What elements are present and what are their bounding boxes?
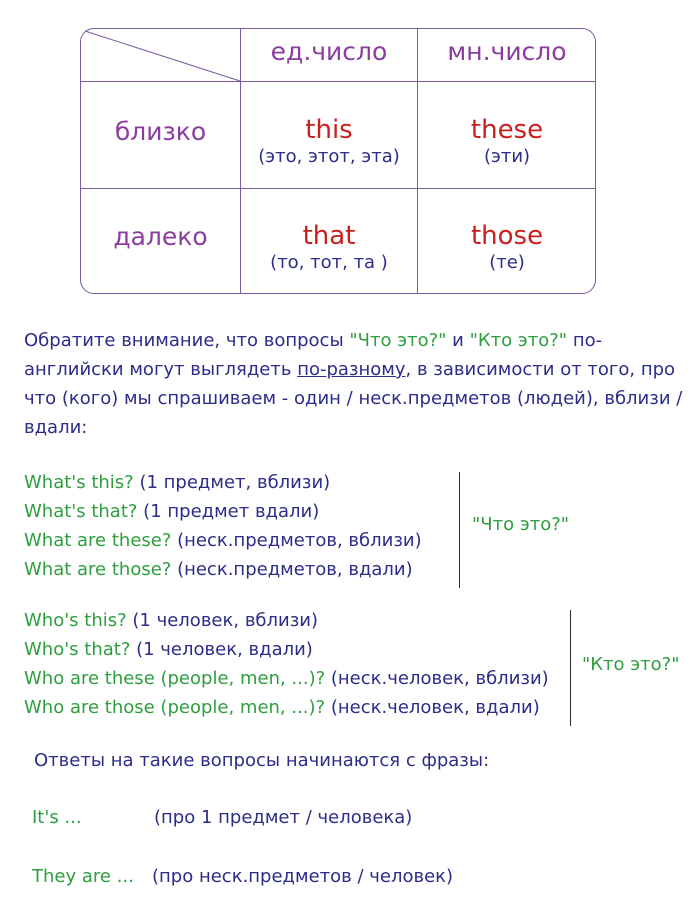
row-divider: [81, 188, 595, 189]
header-singular: ед.число: [270, 37, 388, 66]
what-questions: [24, 468, 422, 584]
question-en: What are these?: [24, 530, 172, 551]
question-comment: (1 человек, вблизи): [126, 610, 319, 631]
translation-these: (эти): [483, 146, 531, 167]
question-en: Who's that?: [24, 639, 131, 660]
note-text: и: [446, 330, 470, 351]
who-group-label: "Кто это?": [582, 654, 680, 675]
row-divider: [81, 81, 595, 82]
cell-this: [241, 115, 417, 169]
question-row: [24, 664, 549, 693]
note-underlined: по-разному: [297, 359, 406, 380]
question-row: [24, 468, 422, 497]
word-that: that: [302, 221, 356, 251]
word-these: these: [470, 115, 544, 145]
note-quote-who: "Кто это?": [469, 330, 568, 351]
cell-those: [418, 221, 596, 275]
question-row: [24, 555, 422, 584]
header-plural: мн.число: [447, 37, 567, 66]
question-row: [24, 526, 422, 555]
answer-its-note: (про 1 предмет / человека): [154, 807, 413, 828]
who-questions: [24, 606, 549, 722]
word-this: this: [305, 115, 353, 145]
question-row: [24, 606, 549, 635]
demonstratives-table: [80, 28, 596, 294]
question-en: What's this?: [24, 472, 134, 493]
group-bracket: [570, 610, 571, 726]
question-row: [24, 693, 549, 722]
translation-this: (это, этот, эта): [258, 146, 400, 167]
note-text: по-английски могут выглядеть: [24, 330, 603, 380]
question-en: What's that?: [24, 501, 138, 522]
question-row: [24, 635, 549, 664]
question-comment: (неск.предметов, вдали): [171, 559, 413, 580]
row-label-near: близко: [114, 117, 207, 146]
cell-these: [418, 115, 596, 169]
question-comment: (неск.человек, вдали): [325, 697, 540, 718]
note-paragraph: [24, 326, 684, 442]
note-text: , в зависимости от того, про что (кого) мы спрашиваем - один / неск.предметов (людей), вблизи / вдали:: [24, 359, 683, 438]
diagonal-line: [81, 29, 241, 82]
translation-that: (то, тот, та ): [270, 252, 388, 273]
question-en: Who's this?: [24, 610, 127, 631]
question-comment: (неск.предметов, вблизи): [171, 530, 422, 551]
cell-that: [241, 221, 417, 275]
row-label-far: далеко: [113, 222, 208, 251]
answers-intro: Ответы на такие вопросы начинаются с фразы:: [34, 750, 490, 771]
question-en: Who are those (people, men, ...)?: [24, 697, 326, 718]
question-comment: (1 человек, вдали): [130, 639, 313, 660]
answer-they-note: (про неск.предметов / человек): [152, 866, 454, 887]
note-quote-what: "Что это?": [349, 330, 447, 351]
answer-they: They are ...: [32, 866, 134, 887]
word-those: those: [470, 221, 544, 251]
translation-those: (те): [489, 252, 525, 273]
question-en: What are those?: [24, 559, 172, 580]
question-comment: (1 предмет, вблизи): [133, 472, 331, 493]
group-bracket: [459, 472, 460, 588]
answer-its: It's ...: [32, 807, 82, 828]
question-row: [24, 497, 422, 526]
what-group-label: "Что это?": [472, 514, 570, 535]
question-comment: (1 предмет вдали): [137, 501, 320, 522]
question-comment: (неск.человек, вблизи): [325, 668, 549, 689]
question-en: Who are these (people, men, ...)?: [24, 668, 326, 689]
note-text: Обратите внимание, что вопросы: [24, 330, 350, 351]
